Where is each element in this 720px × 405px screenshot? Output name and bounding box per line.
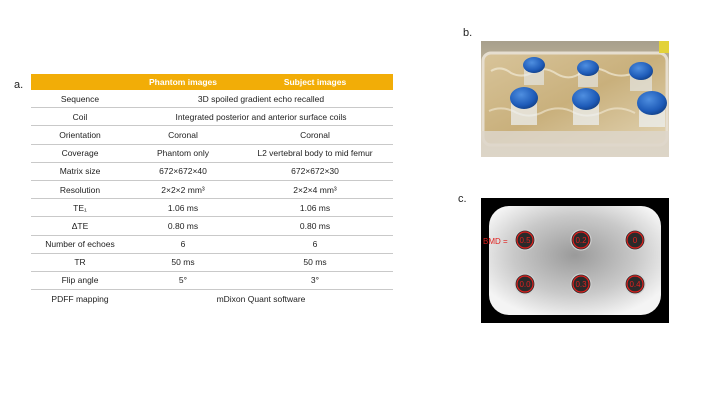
table-row (31, 199, 393, 217)
row-label: Coverage (31, 144, 129, 162)
bmd-value-6: 0.4 (629, 280, 641, 289)
subject-value: 2×2×4 mm³ (237, 180, 393, 198)
mri-phantom-image (481, 198, 669, 323)
merged-value: 3D spoiled gradient echo recalled (129, 90, 393, 108)
table-row (31, 90, 393, 108)
row-label: Number of echoes (31, 235, 129, 253)
bmd-label: BMD = (483, 237, 508, 246)
table-row (31, 217, 393, 235)
table-row (31, 253, 393, 271)
bmd-value-4: 0.0 (519, 280, 531, 289)
panel-label-a: a. (14, 79, 24, 91)
subject-value: 1.06 ms (237, 199, 393, 217)
phantom-value: 5° (129, 271, 237, 289)
row-label: Resolution (31, 180, 129, 198)
panel-label-c: c. (458, 193, 467, 205)
row-label: PDFF mapping (51, 293, 109, 304)
phantom-value: Coronal (129, 126, 237, 144)
bmd-value-5: 0.3 (575, 280, 587, 289)
subject-value: 50 ms (237, 253, 393, 271)
phantom-value: 0.80 ms (129, 217, 237, 235)
phantom-photo-graphic (481, 41, 669, 157)
phantom-value: 1.06 ms (129, 199, 237, 217)
table-header-row (31, 74, 393, 90)
header-phantom-images: Phantom images (129, 74, 237, 90)
bmd-value-1: 0.5 (519, 236, 531, 245)
phantom-value: 6 (129, 235, 237, 253)
table-row (31, 162, 393, 180)
row-label: Coil (31, 108, 129, 126)
bmd-value-2: 0.2 (575, 236, 587, 245)
mri-graphic (481, 198, 669, 323)
scan-parameters-table (31, 74, 393, 307)
row-label: Matrix size (31, 162, 129, 180)
table-row (31, 180, 393, 198)
phantom-value: 672×672×40 (129, 162, 237, 180)
subject-value: 3° (237, 271, 393, 289)
subject-value: 6 (237, 235, 393, 253)
row-label: TR (31, 253, 129, 271)
subject-value: L2 vertebral body to mid femur (237, 144, 393, 162)
table-row (31, 235, 393, 253)
subject-value: Coronal (237, 126, 393, 144)
phantom-value: Phantom only (129, 144, 237, 162)
merged-value: Integrated posterior and anterior surface coils (129, 108, 393, 126)
row-label: Orientation (31, 126, 129, 144)
phantom-value: 2×2×2 mm³ (129, 180, 237, 198)
header-blank (31, 74, 129, 90)
phantom-photo (481, 41, 669, 157)
panel-label-b: b. (463, 27, 473, 39)
row-label: Sequence (31, 90, 129, 108)
subject-value: 0.80 ms (237, 217, 393, 235)
table-row (31, 271, 393, 289)
table-row (31, 290, 393, 308)
table-row (31, 126, 393, 144)
merged-value: mDixon Quant software (216, 293, 306, 304)
phantom-value: 50 ms (129, 253, 237, 271)
bmd-value-3: 0 (632, 236, 638, 245)
row-label: Flip angle (31, 271, 129, 289)
table-row (31, 108, 393, 126)
subject-value: 672×672×30 (237, 162, 393, 180)
table-row (31, 144, 393, 162)
header-subject-images: Subject images (237, 74, 393, 90)
row-label: ΔTE (31, 217, 129, 235)
row-label: TE₁ (31, 199, 129, 217)
